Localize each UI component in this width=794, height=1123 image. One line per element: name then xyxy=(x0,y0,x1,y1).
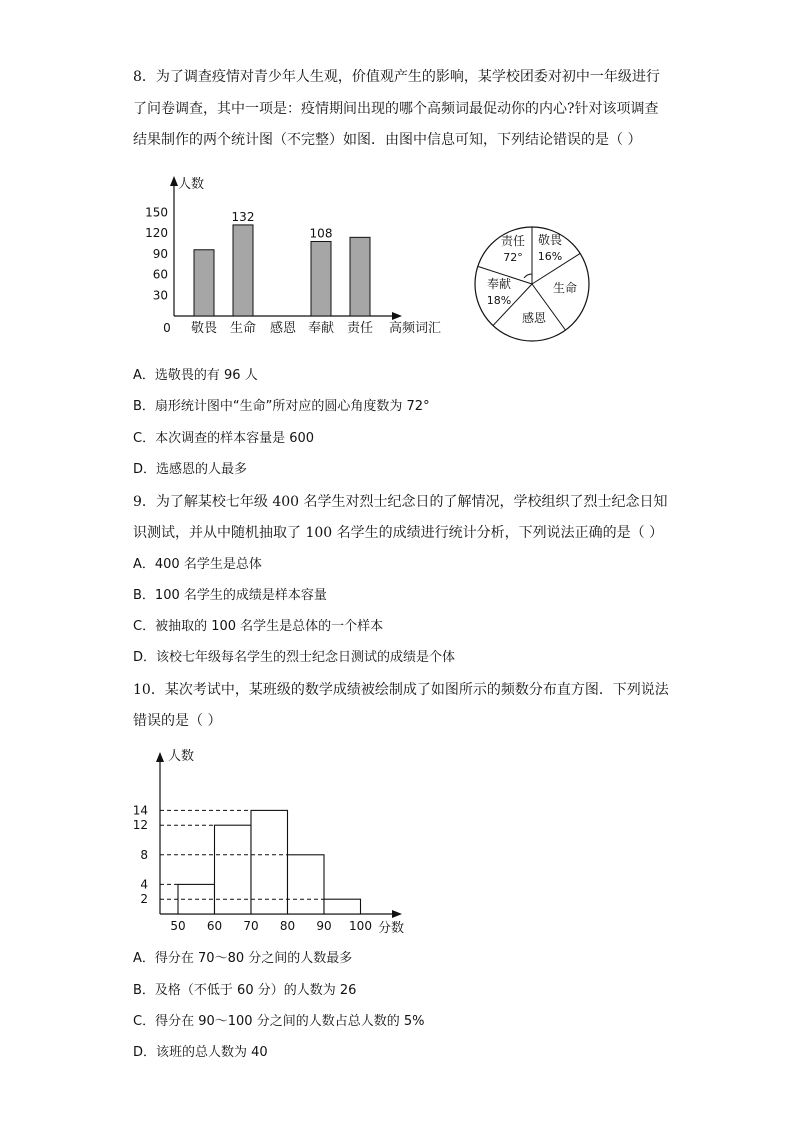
q10-line-2: 错误的是（ ） xyxy=(133,713,222,729)
bar-x-axis-arrow xyxy=(392,312,402,320)
q9-line-1: 9．为了解某校七年级 400 名学生对烈士纪念日的了解情况，学校组织了烈士纪念日知 xyxy=(133,494,668,510)
pie-slice-label: 敬畏 xyxy=(537,233,563,247)
hist-y-tick-label: 4 xyxy=(140,877,148,892)
bar-category-label: 敬畏 xyxy=(190,321,218,336)
q8-option-d: D．选感恩的人最多 xyxy=(133,462,248,477)
bar-奉献 xyxy=(311,241,331,316)
bar-y-tick-label: 120 xyxy=(145,226,168,241)
bar-y-tick-label: 150 xyxy=(145,205,168,220)
hist-x-label: 分数 xyxy=(378,921,405,936)
pie-slice-label: 奉献 xyxy=(486,277,512,291)
q8-option-c: C．本次调查的样本容量是 600 xyxy=(133,431,315,446)
pie-slice-label: 生命 xyxy=(552,281,578,295)
hist-x-tick-label: 70 xyxy=(243,919,259,933)
hist-bar-60 xyxy=(215,825,252,914)
q9-line-2: 识测试，并从中随机抽取了 100 名学生的成绩进行统计分析，下列说法正确的是（ ） xyxy=(133,525,664,541)
q8-line-2: 了问卷调查，其中一项是：疫情期间出现的哪个高频词最促动你的内心?针对该项调查 xyxy=(133,101,659,117)
q9-option-a: A．400 名学生是总体 xyxy=(133,557,262,572)
bar-x-label: 高频词汇 xyxy=(389,321,442,336)
hist-x-tick-label: 90 xyxy=(316,919,332,933)
bar-origin-label: 0 xyxy=(163,321,171,335)
bar-category-label: 感恩 xyxy=(269,321,297,336)
q10-option-d: D．该班的总人数为 40 xyxy=(133,1045,268,1060)
hist-x-tick-label: 100 xyxy=(349,919,372,933)
hist-y-label: 人数 xyxy=(168,749,195,764)
q9-option-b: B．100 名学生的成绩是样本容量 xyxy=(133,588,327,603)
hist-x-tick-label: 80 xyxy=(279,919,296,933)
q8-line-3: 结果制作的两个统计图（不完整）如图．由图中信息可知，下列结论错误的是（ ） xyxy=(133,132,642,148)
hist-bar-90 xyxy=(324,899,361,914)
hist-y-tick-label: 12 xyxy=(132,818,148,833)
hist-bar-70 xyxy=(251,810,288,914)
histogram xyxy=(130,742,420,940)
q10-option-a: A．得分在 70～80 分之间的人数最多 xyxy=(133,951,353,966)
hist-x-tick-label: 60 xyxy=(206,919,223,933)
hist-bar-80 xyxy=(288,855,325,914)
hist-y-axis-arrow xyxy=(156,752,164,762)
q9-option-c: C．被抽取的 100 名学生是总体的一个样本 xyxy=(133,619,384,634)
hist-x-tick-label: 50 xyxy=(170,919,186,933)
bar-data-label: 132 xyxy=(231,209,255,224)
bar-y-axis-arrow xyxy=(170,176,178,186)
bar-category-label: 生命 xyxy=(229,321,257,336)
bar-chart xyxy=(140,168,460,346)
pie-slice-value: 18% xyxy=(486,294,512,307)
bar-y-tick-label: 90 xyxy=(152,246,168,261)
bar-生命 xyxy=(233,225,253,316)
pie-chart xyxy=(468,222,608,346)
q8-line-1: 8．为了调查疫情对青少年人生观，价值观产生的影响，某学校团委对初中一年级进行 xyxy=(133,69,660,85)
pie-slice-value: 16% xyxy=(537,250,563,263)
bar-data-label: 108 xyxy=(309,226,333,241)
bar-敬畏 xyxy=(194,250,214,316)
pie-slice-value: 72° xyxy=(503,251,523,264)
bar-category-label: 奉献 xyxy=(307,321,335,336)
q10-option-c: C．得分在 90～100 分之间的人数占总人数的 5% xyxy=(133,1014,425,1029)
hist-x-axis-arrow xyxy=(392,910,402,918)
q8-option-a: A．选敬畏的有 96 人 xyxy=(133,368,258,383)
bar-y-tick-label: 30 xyxy=(152,288,168,303)
hist-y-tick-label: 14 xyxy=(132,803,148,818)
bar-category-label: 责任 xyxy=(346,321,374,336)
bar-y-label: 人数 xyxy=(178,177,205,192)
hist-y-tick-label: 8 xyxy=(140,847,148,862)
q10-line-1: 10．某次考试中，某班级的数学成绩被绘制成了如图所示的频数分布直方图．下列说法 xyxy=(133,682,669,698)
q9-option-d: D．该校七年级每名学生的烈士纪念日测试的成绩是个体 xyxy=(133,650,456,665)
bar-责任 xyxy=(350,237,370,316)
q8-option-b: B．扇形统计图中“生命”所对应的圆心角度数为 72° xyxy=(133,399,430,414)
pie-slice-label: 责任 xyxy=(500,234,526,248)
pie-slice-label: 感恩 xyxy=(521,311,547,325)
bar-y-tick-label: 60 xyxy=(152,267,168,282)
hist-y-tick-label: 2 xyxy=(140,892,148,907)
q10-option-b: B．及格（不低于 60 分）的人数为 26 xyxy=(133,983,357,998)
